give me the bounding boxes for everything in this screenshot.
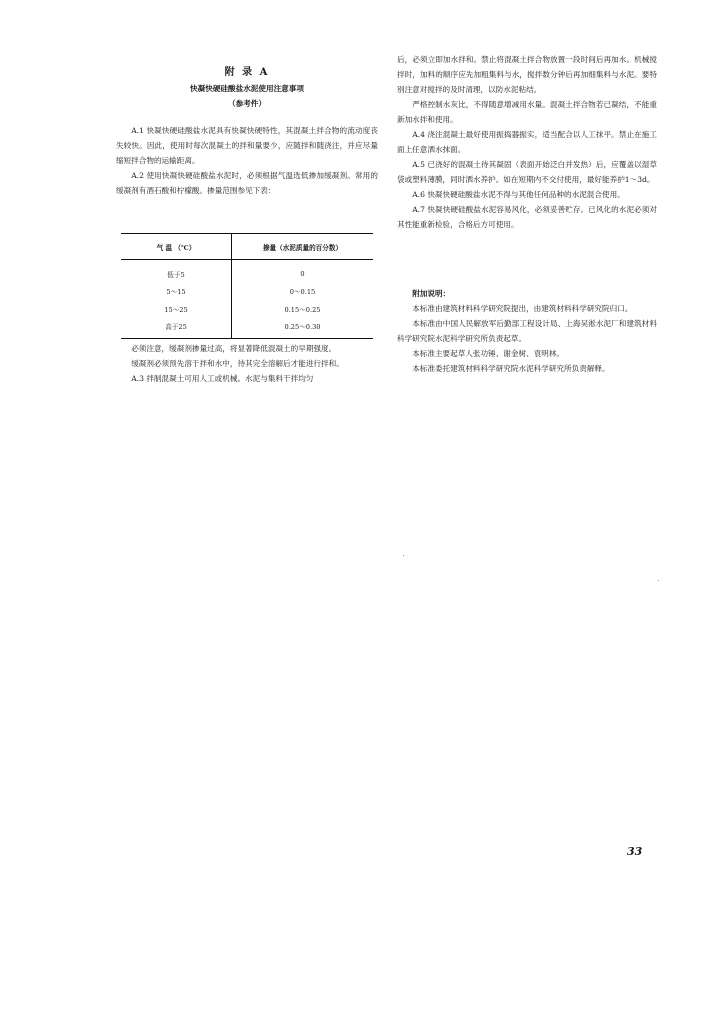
left-column-top <box>116 123 378 198</box>
additional-note-2: 本标准由中国人民解放军后勤部工程设计局、上海吴淞水泥厂和建筑材料科学研究院水泥科学研究所负责起草。 <box>397 319 657 343</box>
table-row <box>121 283 373 301</box>
scan-speck <box>658 580 659 581</box>
table-row <box>121 300 373 318</box>
additional-note-1: 本标准由建筑材料科学研究院提出，由建筑材料科学研究院归口。 <box>412 304 633 313</box>
clause-a6: A.6 快凝快硬硅酸盐水泥不得与其他任何品种的水泥混合使用。 <box>412 190 625 199</box>
retarder-dosage-table <box>121 233 373 339</box>
cell-dosage: 0 <box>300 269 305 278</box>
header-temperature: 气 温 （℃） <box>121 234 232 260</box>
clause-a1: A.1 快凝快硬硅酸盐水泥具有快凝快硬特性，其混凝土拌合物的流动度丧失较快。因此，使用时每次混凝土的拌和量要少，应随拌和随浇注，并应尽量缩短拌合物的运输距离。 <box>116 126 378 165</box>
header-dosage: 掺量（水泥质量的百分数） <box>232 234 374 260</box>
clause-a2: A.2 使用快凝快硬硅酸盐水泥时，必须根据气温选低掺加缓凝剂。常用的缓凝剂有酒石酸和柠檬酸。掺量范围参见下表： <box>116 171 378 195</box>
cell-temperature: 低于5 <box>121 260 232 283</box>
cell-dosage: 0.25～0.30 <box>232 318 374 339</box>
note-dosage-warning: 必须注意，缓凝剂掺量过高，将显著降低混凝土的早期强度。 <box>131 344 337 353</box>
page-number: 33 <box>627 845 643 858</box>
additional-note-3: 本标准主要起草人张功锤、谢金树、袁明林。 <box>412 349 565 358</box>
scan-speck <box>403 555 404 556</box>
water-cement-ratio-note: 严格控制水灰比，不得随意增减用水量。混凝土拌合物若已凝结，不能重新加水拌和使用。 <box>397 100 657 124</box>
clause-a4: A.4 浇注混凝土最好使用振捣器振实，适当配合以人工抹平。禁止在施工面上任意洒水抹面。 <box>397 130 657 154</box>
appendix-subtitle: （参考件） <box>228 99 266 108</box>
table-header-row <box>121 234 373 260</box>
appendix-label: 附 录 A <box>224 67 270 78</box>
clause-a3: A.3 拌制混凝土可用人工或机械。水泥与集料干拌均匀 <box>131 374 314 383</box>
additional-notes-title: 附加说明： <box>412 289 451 298</box>
clause-a3-continued: 后，必须立即加水拌和。禁止将混凝土拌合物放置一段时间后再加水。机械搅拌时，加料的顺序应先加粗集料与水，搅拌数分钟后再加细集料与水泥。要特别注意对搅拌的及时清理，以防水泥粘结。 <box>397 55 657 94</box>
table-row <box>121 260 373 283</box>
additional-note-4: 本标准委托建筑材料科学研究院水泥科学研究所负责解释。 <box>412 364 610 373</box>
left-column-bottom <box>116 341 378 386</box>
cell-temperature: 15～25 <box>121 300 232 318</box>
cell-dosage: 0.15～0.25 <box>284 305 321 314</box>
cell-dosage: 0～0.15 <box>289 288 316 297</box>
clause-a5: A.5 已浇好的混凝土待其凝固（表面开始泛白并发热）后，应覆盖以湿草袋或塑料薄膜，同时洒水养护。如在短期内不交付使用，最好能养护1～3d。 <box>397 160 657 184</box>
cell-temperature: 5～15 <box>121 283 232 301</box>
cell-temperature: 高于25 <box>121 318 232 339</box>
additional-notes <box>397 286 657 376</box>
right-column-top <box>397 52 657 232</box>
note-dissolve: 缓凝剂必须预先溶于拌和水中，待其完全溶解后才能进行拌和。 <box>131 359 344 368</box>
table-row <box>121 318 373 339</box>
clause-a7: A.7 快凝快硬硅酸盐水泥容易风化，必须妥善贮存。已风化的水泥必须对其性能重新检验，合格后方可使用。 <box>397 205 657 229</box>
appendix-title: 快凝快硬硅酸盐水泥使用注意事项 <box>190 84 304 93</box>
